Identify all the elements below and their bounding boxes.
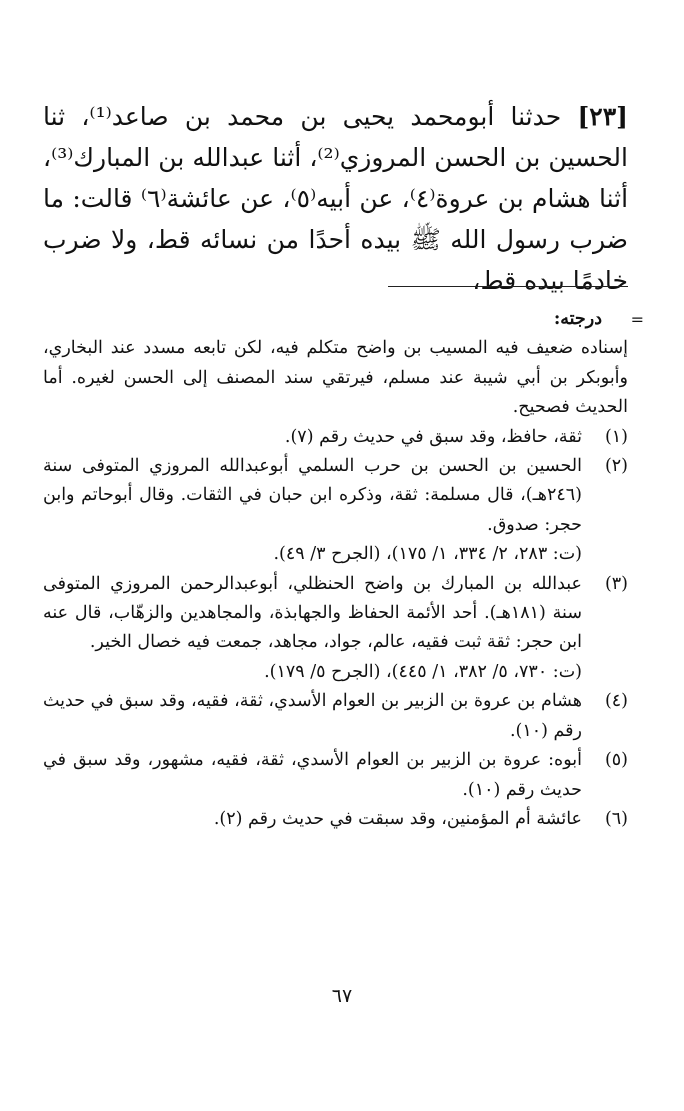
footnote-divider xyxy=(388,286,628,287)
footnote-number: (٣) xyxy=(604,573,628,594)
footnote-item xyxy=(43,423,628,452)
footnote-number: (٦) xyxy=(604,808,628,829)
footnote-number: (٢) xyxy=(604,456,628,477)
continuation-mark: = xyxy=(630,310,644,329)
footnote-item xyxy=(43,805,628,834)
footnote-reference: (ت: ٢٨٣، ٢/ ٣٣٤، ١/ ١٧٥)، (الجرح ٣/ ٤٩). xyxy=(273,544,582,565)
grade-text: إسناده ضعيف فيه المسيب بن واضح متكلم فيه، لكن تابعه مسدد عند البخاري، وأبوبكر بن أبي شيبة عند مسلم، فيرتقي سند المصنف إلى الحسن لغيره. أما الحديث فصحيح. xyxy=(43,338,628,418)
footnote-item xyxy=(43,746,628,805)
footnote-text: عائشة أم المؤمنين، وقد سبقت في حديث رقم (٢). xyxy=(213,808,582,829)
footnote-text: عبدالله بن المبارك بن واضح الحنظلي، أبوعبدالرحمن المروزي المتوفى سنة (١٨١هـ). أحد الأئمة الحفاظ والجهابذة، والمجاهدين والزهّاب، قال عنه ابن حجر: ثقة ثبت فقيه، عالم، جواد، مجاهد، جمعت فيه خصال الخير. xyxy=(43,573,582,653)
footnote-item xyxy=(43,687,628,746)
notes-section xyxy=(43,305,628,834)
footnote-reference: (ت: ٧٣٠، ٥/ ٣٨٢، ١/ ٤٤٥)، (الجرح ٥/ ١٧٩). xyxy=(264,661,582,682)
footnote-number: (١) xyxy=(604,426,628,447)
hadith-text: حدثنا أبومحمد يحيى بن محمد بن صاعد⁽¹⁾، ثنا الحسين بن الحسن المروزي⁽²⁾، أثنا عبدالله بن المبارك⁽³⁾، أثنا هشام بن عروة⁽٤⁾، عن أبيه⁽٥⁾، عن عائشة⁽٦⁾ قالت: ما ضرب رسول الله ﷺ بيده أحدًا من نسائه قط، ولا ضرب خادمًا بيده قط، xyxy=(43,102,629,295)
page-number: ٦٧ xyxy=(331,985,353,1007)
footnote-text: هشام بن عروة بن الزبير بن العوام الأسدي، ثقة، فقيه، وقد سبق في حديث رقم (١٠). xyxy=(43,691,582,741)
footnote-text: ثقة، حافظ، وقد سبق في حديث رقم (٧). xyxy=(284,426,582,447)
hadith-block xyxy=(43,96,628,301)
footnote-number: (٤) xyxy=(604,691,628,712)
hadith-number: [٢٣] xyxy=(577,102,628,131)
grade-heading: درجته: xyxy=(553,309,602,329)
footnote-item xyxy=(43,570,628,688)
footnote-item xyxy=(43,452,628,570)
footnote-number: (٥) xyxy=(604,750,628,771)
footnote-text: أبوه: عروة بن الزبير بن العوام الأسدي، ثقة، فقيه، مشهور، وقد سبق في حديث رقم (١٠). xyxy=(43,750,582,800)
footnote-text: الحسين بن الحسن بن حرب السلمي أبوعبدالله المروزي المتوفى سنة (٢٤٦هـ)، قال مسلمة: ثقة، وذكره ابن حبان في الثقات. وقال أبوحاتم وابن حجر: صدوق. xyxy=(43,456,582,535)
